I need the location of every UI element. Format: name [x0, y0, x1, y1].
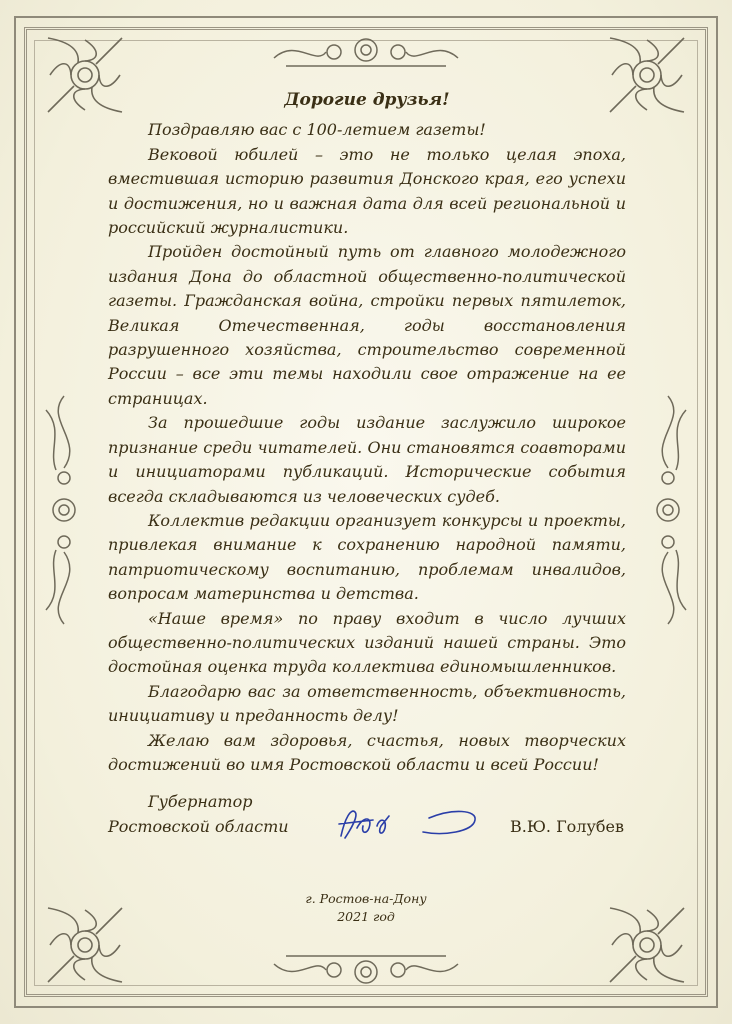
- handwritten-signature: [333, 798, 483, 844]
- paragraph: Благодарю вас за ответственность, объективность, инициативу и преданность делу!: [108, 681, 626, 726]
- letter-body: [108, 88, 626, 777]
- greeting: Дорогие друзья!: [284, 90, 450, 110]
- signer-name: В.Ю. Голубев: [509, 817, 624, 836]
- paragraph: «Наше время» по праву входит в число лучших общественно-политических изданий нашей страны. Это достойная оценка труда коллектива единомышленников.: [108, 608, 626, 677]
- paragraph: За прошедшие годы издание заслужило широкое признание среди читателей. Они становятся соавторами и инициаторами публикаций. Исторические события всегда складываются из человеческих судеб.: [108, 413, 626, 506]
- signer-title-line1: Губернатор: [148, 792, 253, 811]
- paragraph: Пройден достойный путь от главного молодежного издания Дона до областной общественно-политической газеты. Гражданская война, стройки первых пятилеток, Великая Отечественная, годы восстановления разрушенного хозяйства, строительство современной России – все эти темы находили свое отражение на ее страницах.: [108, 242, 626, 408]
- paragraph: Желаю вам здоровья, счастья, новых творческих достижений во имя Ростовской области и всей России!: [108, 730, 626, 774]
- top-center-ornament: [266, 28, 466, 72]
- bottom-center-ornament: [266, 950, 466, 994]
- place-and-date: [0, 890, 732, 926]
- right-side-ornament: [638, 390, 698, 630]
- left-side-ornament: [34, 390, 94, 630]
- paragraph: Коллектив редакции организует конкурсы и проекты, привлекая внимание к сохранению народной памяти, патриотическому воспитанию, проблемам инвалидов, вопросам материнства и детства.: [108, 510, 626, 604]
- signature-block: [108, 792, 628, 852]
- paragraph: Вековой юбилей – это не только целая эпоха, вместившая историю развития Донского края, его успехи и достижения, но и важная дата для всей региональной и российский журналистики.: [108, 144, 626, 238]
- signer-title-line2: Ростовской области: [108, 817, 289, 836]
- city: г. Ростов-на-Дону: [305, 891, 427, 906]
- paragraph: Поздравляю вас с 100-летием газеты!: [148, 120, 486, 140]
- year: 2021 год: [337, 909, 395, 924]
